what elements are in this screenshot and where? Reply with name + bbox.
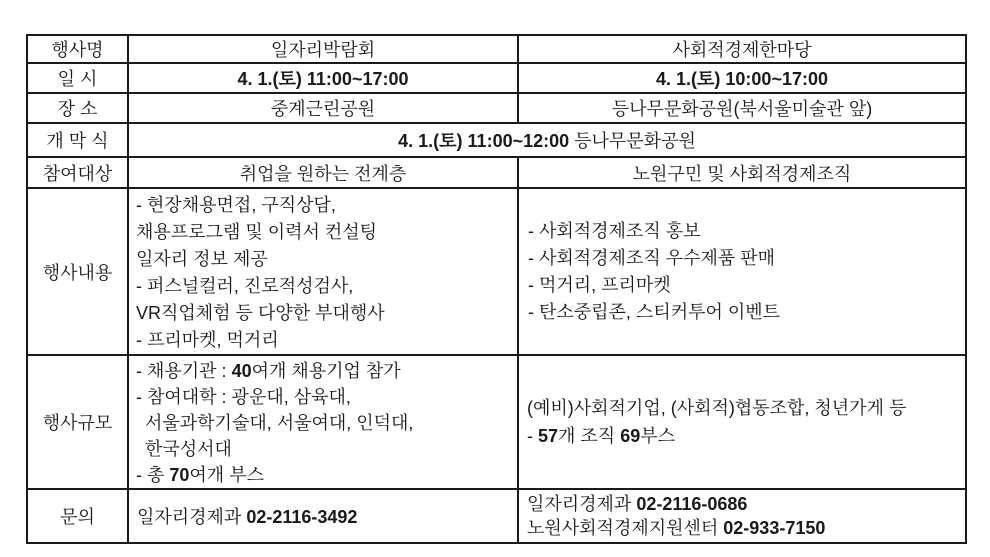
cell-opening-ceremony: [129, 124, 965, 158]
cell-datetime-social-economy: 4. 1.(토) 10:00~17:00: [519, 64, 965, 94]
contents-social-line: - 사회적경제조직 홍보: [528, 220, 701, 241]
cell-event-name-jobfair: 일자리박람회: [129, 36, 519, 64]
scale-jobfair-line: 한국성서대: [145, 439, 232, 459]
contact-social-line: 노원사회적경제지원센터 02-933-7150: [527, 518, 826, 538]
event-comparison-table: [26, 34, 967, 544]
contents-jobfair-line: 채용프로그램 및 이력서 컨설팅: [136, 222, 378, 242]
contents-social-line: - 탄소중립존, 스티커투어 이벤트: [528, 301, 781, 322]
row-header-contact: 문의: [28, 490, 129, 542]
contact-jobfair-line: 일자리경제과 02-2116-3492: [137, 507, 358, 527]
cell-participants-jobfair: 취업을 원하는 전계층: [129, 158, 519, 189]
row-header-venue: 장 소: [28, 94, 129, 124]
contents-social-line: - 사회적경제조직 우수제품 판매: [528, 247, 776, 268]
cell-venue-social-economy: 등나무문화공원(북서울미술관 앞): [519, 94, 965, 124]
scale-jobfair-line: - 총 70여개 부스: [136, 465, 264, 485]
contents-jobfair-line: - 프리마켓, 먹거리: [136, 330, 279, 350]
row-header-event-contents: 행사내용: [28, 189, 129, 356]
cell-datetime-jobfair: 4. 1.(토) 11:00~17:00: [129, 64, 519, 94]
contents-jobfair-line: 일자리 정보 제공: [136, 249, 268, 269]
row-header-event-name: 행사명: [28, 36, 129, 64]
row-header-datetime: 일 시: [28, 64, 129, 94]
row-header-participants: 참여대상: [28, 158, 129, 189]
cell-scale-social-economy: [519, 356, 965, 490]
scale-jobfair-line: 서울과학기술대, 서울여대, 인덕대,: [145, 413, 414, 433]
cell-event-name-social-economy: 사회적경제한마당: [519, 36, 965, 64]
scale-social-line: (예비)사회적기업, (사회적)협동조합, 청년가게 등: [527, 398, 907, 418]
cell-scale-jobfair: [129, 356, 519, 490]
contents-jobfair-line: - 퍼스널컬러, 진로적성검사,: [136, 276, 354, 296]
row-header-event-scale: 행사규모: [28, 356, 129, 490]
contents-social-line: - 먹거리, 프리마켓: [528, 274, 671, 295]
cell-contact-jobfair: [129, 490, 519, 542]
cell-contents-jobfair: [129, 189, 519, 356]
scale-jobfair-line: - 참여대학 : 광운대, 삼육대,: [136, 387, 351, 407]
cell-contact-social-economy: [519, 490, 965, 542]
cell-venue-jobfair: 중계근린공원: [129, 94, 519, 124]
row-header-opening-ceremony: 개 막 식: [28, 124, 129, 158]
contents-jobfair-line: VR직업체험 등 다양한 부대행사: [136, 303, 385, 323]
cell-contents-social-economy: [519, 189, 965, 356]
contact-social-line: 일자리경제과 02-2116-0686: [527, 494, 748, 514]
opening-datetime: 4. 1.(토) 11:00~12:00 등나무문화공원: [398, 131, 696, 151]
cell-participants-social-economy: 노원구민 및 사회적경제조직: [519, 158, 965, 189]
scale-jobfair-line: - 채용기관 : 40여개 채용기업 참가: [136, 361, 401, 381]
scale-social-line: - 57개 조직 69부스: [527, 426, 676, 446]
contents-jobfair-line: - 현장채용면접, 구직상담,: [136, 195, 336, 215]
